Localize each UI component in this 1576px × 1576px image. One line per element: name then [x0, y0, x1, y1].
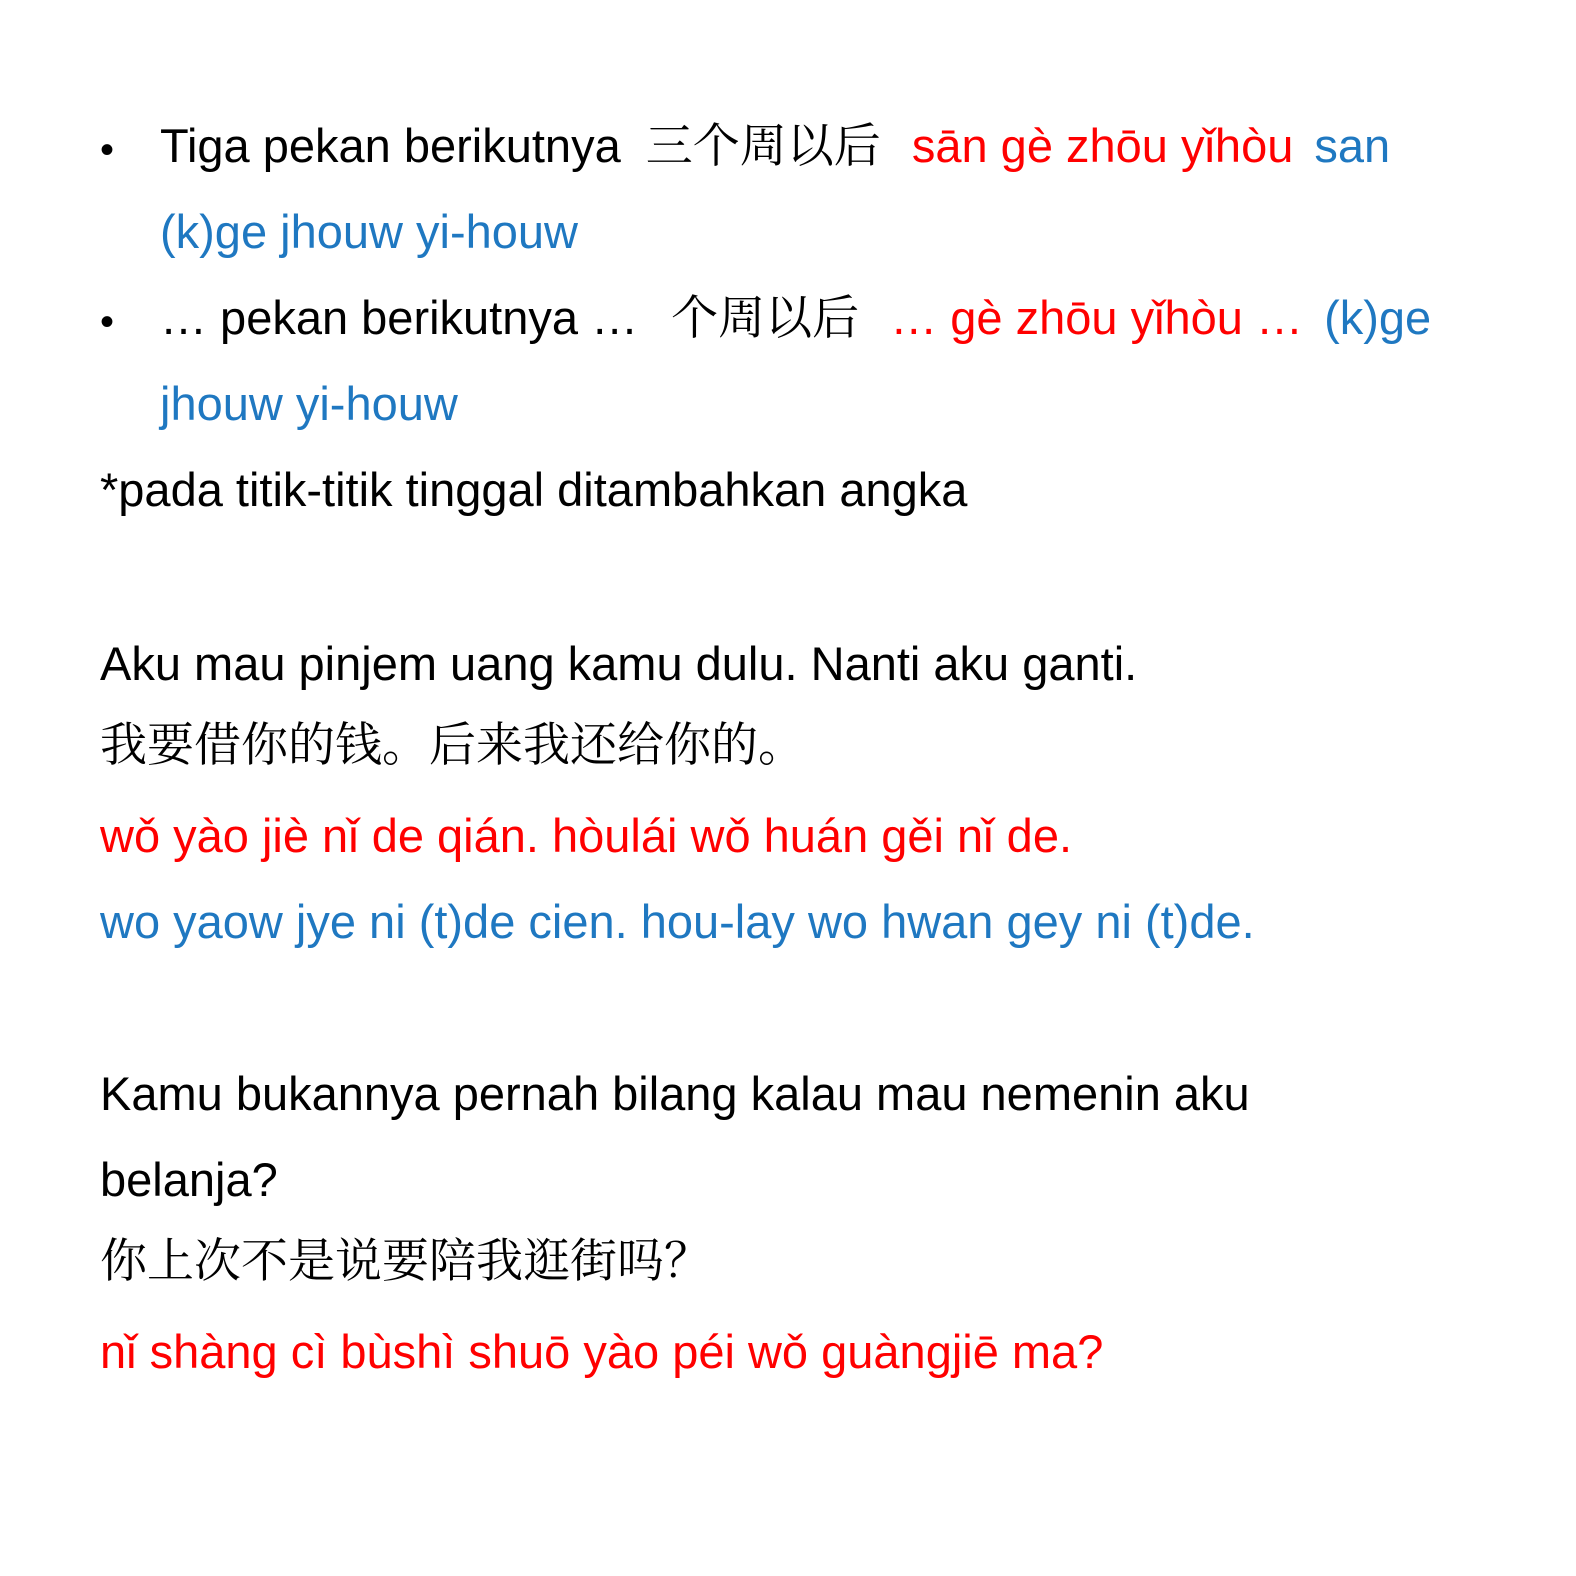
- bullet-1-line-1: [160, 119, 1391, 174]
- bullet-2-indonesian: … pekan berikutnya …: [160, 291, 639, 344]
- bullet-1-chinese: 三个周以后: [645, 119, 881, 174]
- bullet-2-phonetic-first: (k)ge: [1324, 291, 1432, 344]
- bullet-2-chinese: 个周以后: [671, 291, 860, 346]
- bullet-marker: •: [100, 128, 115, 172]
- bullet-2-phonetic-rest: jhouw yi-houw: [160, 377, 458, 430]
- example-1-phonetic: wo yaow jye ni (t)de cien. hou-lay wo hwan gey ni (t)de.: [100, 895, 1255, 948]
- example-2-pinyin: nǐ shàng cì bùshì shuō yào péi wǒ guàngjiē ma?: [100, 1325, 1104, 1378]
- bullet-marker: •: [100, 300, 115, 344]
- example-1-pinyin: wǒ yào jiè nǐ de qián. hòulái wǒ huán gěi nǐ de.: [100, 809, 1073, 862]
- example-1-indonesian: Aku mau pinjem uang kamu dulu. Nanti aku ganti.: [100, 637, 1138, 690]
- bullet-1-indonesian: Tiga pekan berikutnya: [160, 119, 621, 172]
- bullet-2-pinyin: … gè zhōu yǐhòu …: [890, 291, 1303, 344]
- example-2-chinese: 你上次不是说要陪我逛街吗？: [100, 1234, 711, 1289]
- bullet-1-pinyin: sān gè zhōu yǐhòu: [911, 119, 1294, 172]
- note-text: *pada titik-titik tinggal ditambahkan angka: [100, 463, 968, 516]
- example-1-chinese: 我要借你的钱。后来我还给你的。: [100, 718, 805, 773]
- bullet-1-phonetic-first: san: [1314, 119, 1391, 172]
- bullet-2-line-1: [160, 291, 1432, 346]
- example-2-indonesian-line-2: belanja?: [100, 1153, 278, 1206]
- example-2-indonesian-line-1: Kamu bukannya pernah bilang kalau mau nemenin aku: [100, 1067, 1250, 1120]
- bullet-1-phonetic-rest: (k)ge jhouw yi-houw: [160, 205, 578, 258]
